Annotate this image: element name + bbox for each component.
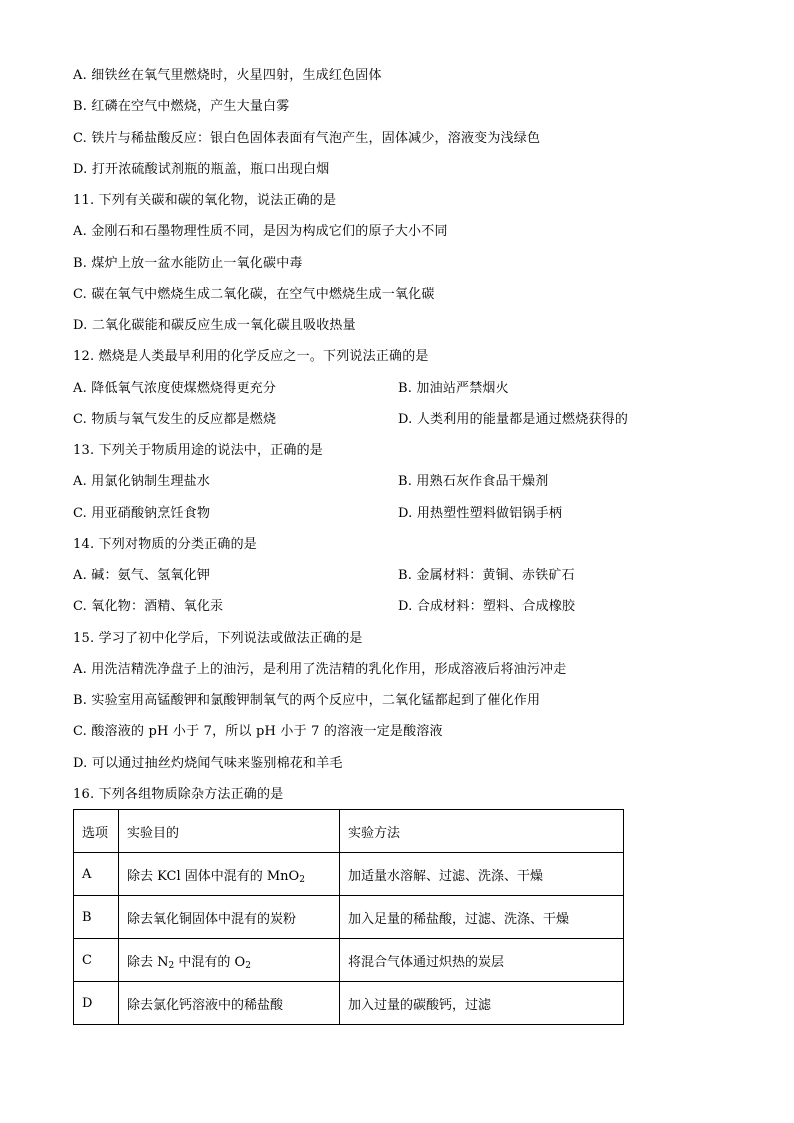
row-method: 加入过量的碳酸钙，过滤 [340,982,624,1025]
q12-option-d: D. 人类利用的能量都是通过燃烧获得的 [398,412,629,427]
q10-option-b: B. 红磷在空气中燃烧，产生大量白雾 [73,99,290,114]
q13-option-b: B. 用熟石灰作食品干燥剂 [398,474,549,489]
q12-stem: 12. 燃烧是人类最早利用的化学反应之一。下列说法正确的是 [73,349,429,364]
q15-stem: 15. 学习了初中化学后，下列说法或做法正确的是 [73,631,363,646]
q12-option-b: B. 加油站严禁烟火 [398,381,509,396]
q14-stem: 14. 下列对物质的分类正确的是 [73,537,258,552]
q15-option-c: C. 酸溶液的 pH 小于 7，所以 pH 小于 7 的溶液一定是酸溶液 [73,724,443,739]
q11-option-a: A. 金刚石和石墨物理性质不同，是因为构成它们的原子大小不同 [73,224,448,239]
table-row [74,853,624,896]
header-aim: 实验目的 [119,810,340,853]
q14-option-a: A. 碱：氨气、氢氧化钾 [73,568,211,583]
row-aim: 除去氧化铜固体中混有的炭粉 [119,896,340,939]
q15-option-b: B. 实验室用高锰酸钾和氯酸钾制氧气的两个反应中，二氧化锰都起到了催化作用 [73,693,541,708]
row-aim: 除去氯化钙溶液中的稀盐酸 [119,982,340,1025]
q10-option-d: D. 打开浓硫酸试剂瓶的瓶盖，瓶口出现白烟 [73,162,330,177]
q11-stem: 11. 下列有关碳和碳的氧化物，说法正确的是 [73,193,337,208]
q15-option-a: A. 用洗洁精洗净盘子上的油污，是利用了洗洁精的乳化作用，形成溶液后将油污冲走 [73,662,567,677]
q14-option-c: C. 氧化物：酒精、氧化汞 [73,599,224,614]
row-method: 将混合气体通过炽热的炭层 [340,939,624,982]
header-method: 实验方法 [340,810,624,853]
table-row [74,982,624,1025]
header-option: 选项 [74,810,119,853]
q13-option-d: D. 用热塑性塑料做铝锅手柄 [398,506,563,521]
q16-table [73,809,624,1025]
q11-option-b: B. 煤炉上放一盆水能防止一氧化碳中毒 [73,256,303,271]
q14-option-d: D. 合成材料：塑料、合成橡胶 [398,599,576,614]
table-row [74,896,624,939]
q10-option-c: C. 铁片与稀盐酸反应：银白色固体表面有气泡产生，固体减少，溶液变为浅绿色 [73,131,541,146]
row-method: 加适量水溶解、过滤、洗涤、干燥 [340,853,624,896]
table-row [74,939,624,982]
q10-option-a: A. 细铁丝在氧气里燃烧时，火星四射，生成红色固体 [73,68,382,83]
row-aim: 除去 KCl 固体中混有的 MnO$_2$ [119,853,340,896]
table-header-row [74,810,624,853]
q13-stem: 13. 下列关于物质用途的说法中，正确的是 [73,443,324,458]
row-aim: 除去 $N_2$ 中混有的 $O_2$ [119,939,340,982]
q14-option-b: B. 金属材料：黄铜、赤铁矿石 [398,568,575,583]
row-option: A [74,853,119,896]
q11-option-d: D. 二氧化碳能和碳反应生成一氧化碳且吸收热量 [73,318,356,333]
q15-option-d: D. 可以通过抽丝灼烧闻气味来鉴别棉花和羊毛 [73,756,343,771]
q13-option-c: C. 用亚硝酸钠烹饪食物 [73,506,211,521]
row-option: C [74,939,119,982]
q12-option-a: A. 降低氧气浓度使煤燃烧得更充分 [73,381,277,396]
row-method: 加入足量的稀盐酸，过滤、洗涤、干燥 [340,896,624,939]
row-option: D [74,982,119,1025]
q13-option-a: A. 用氯化钠制生理盐水 [73,474,211,489]
q12-option-c: C. 物质与氧气发生的反应都是燃烧 [73,412,277,427]
row-option: B [74,896,119,939]
q11-option-c: C. 碳在氧气中燃烧生成二氧化碳，在空气中燃烧生成一氧化碳 [73,287,435,302]
q16-stem: 16. 下列各组物质除杂方法正确的是 [73,787,284,802]
